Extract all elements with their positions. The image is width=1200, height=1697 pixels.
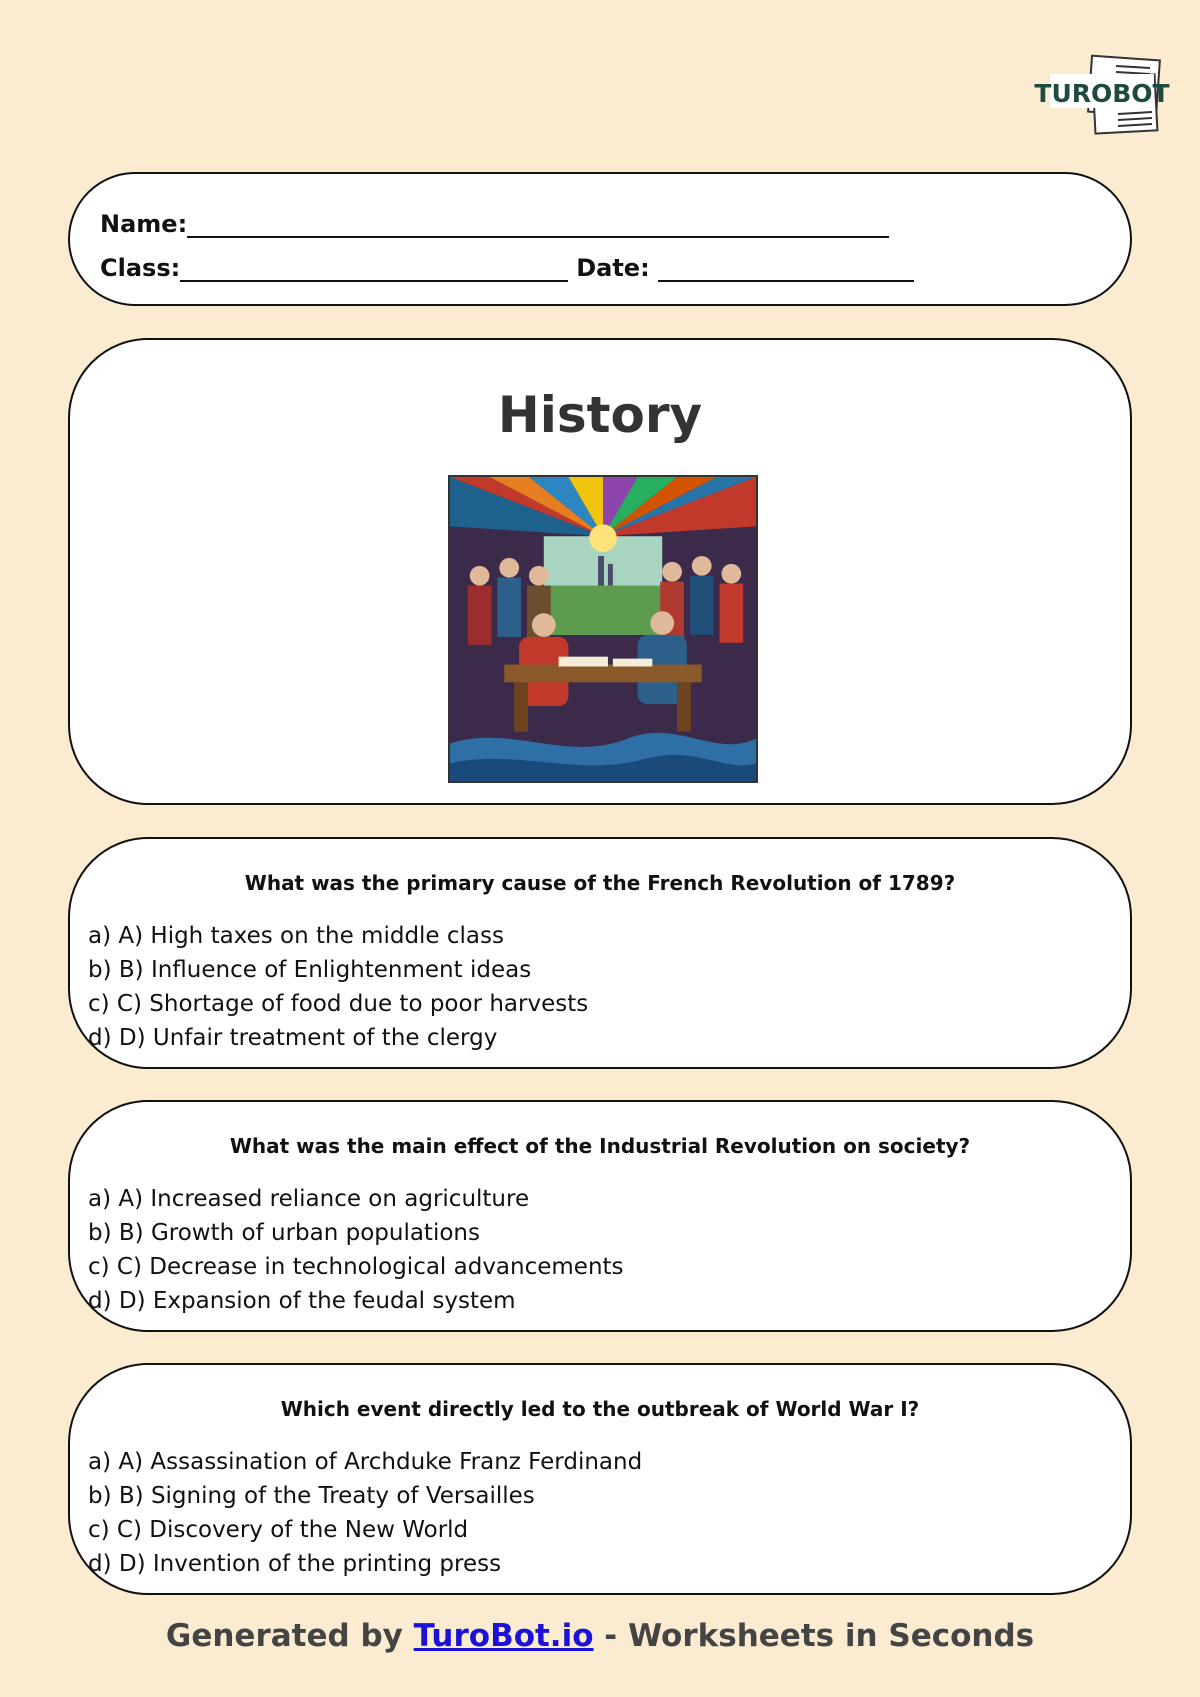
option-a[interactable]: a) A) High taxes on the middle class [88,923,504,949]
name-label: Name: [100,210,188,238]
option-c[interactable]: c) C) Decrease in technological advancements [88,1254,624,1280]
options-list [88,1445,642,1581]
question-card-2 [68,1100,1132,1332]
question-text: What was the primary cause of the French Revolution of 1789? [244,871,956,895]
option-d[interactable]: d) D) Invention of the printing press [88,1551,502,1577]
option-d[interactable]: d) D) Unfair treatment of the clergy [88,1025,498,1051]
footer-prefix: Generated by [165,1618,414,1654]
treaty-signing-illustration [448,475,758,783]
footer-suffix: - Worksheets in Seconds [593,1618,1035,1654]
worksheet-title: History [497,386,703,444]
option-a[interactable]: a) A) Increased reliance on agriculture [88,1186,530,1212]
title-card [68,338,1132,805]
turobot-link[interactable]: TuroBot.io [413,1618,594,1654]
name-blank[interactable] [187,214,889,238]
option-c[interactable]: c) C) Discovery of the New World [88,1517,469,1543]
question-card-3 [68,1363,1132,1595]
question-text: What was the main effect of the Industrial Revolution on society? [229,1134,971,1158]
option-d[interactable]: d) D) Expansion of the feudal system [88,1288,516,1314]
student-info-card [68,172,1132,306]
class-label: Class: [100,254,181,282]
date-blank[interactable] [658,258,914,282]
question-text: Which event directly led to the outbreak of World War I? [280,1397,920,1421]
option-b[interactable]: b) B) Signing of the Treaty of Versailles [88,1483,535,1509]
question-card-1 [68,837,1132,1069]
footer [0,1618,1200,1654]
option-b[interactable]: b) B) Influence of Enlightenment ideas [88,957,532,983]
options-list [88,1182,624,1318]
options-list [88,919,588,1055]
option-a[interactable]: a) A) Assassination of Archduke Franz Ferdinand [88,1449,643,1475]
logo-text: TUROBOT [1034,79,1170,108]
option-b[interactable]: b) B) Growth of urban populations [88,1220,480,1246]
turobot-logo [1034,52,1170,136]
option-c[interactable]: c) C) Shortage of food due to poor harvests [88,991,589,1017]
date-label: Date: [576,254,650,282]
class-blank[interactable] [180,258,568,282]
